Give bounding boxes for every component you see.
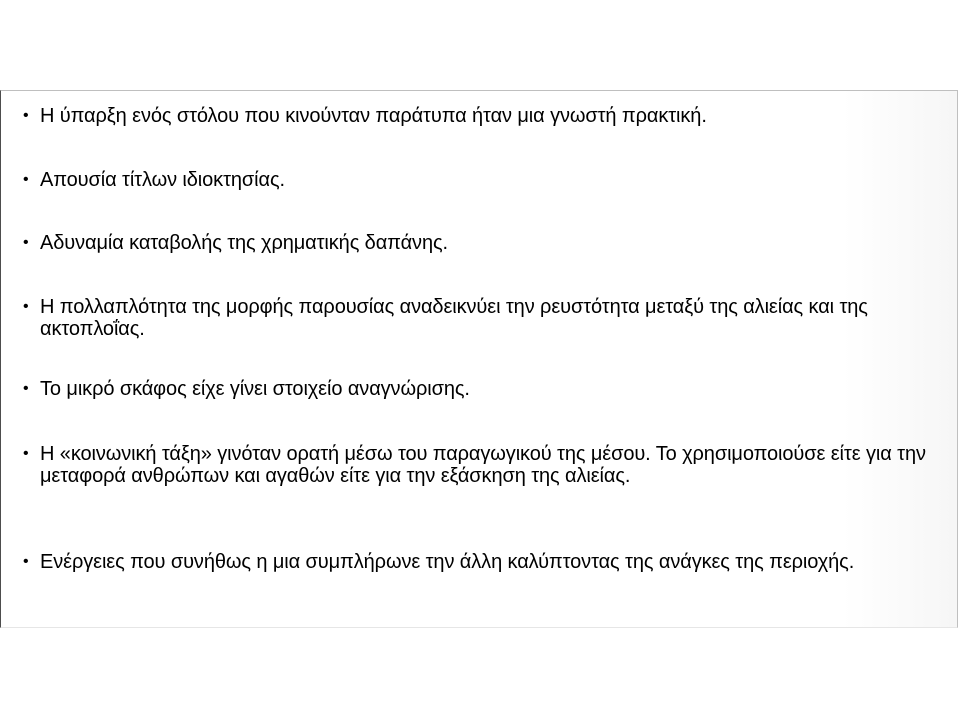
bullet-text: Η «κοινωνική τάξη» γινόταν ορατή μέσω του παραγωγικού της μέσου. Το χρησιμοποιούσε είτε για την μεταφορά ανθρώπων και αγαθών είτε για την εξάσκηση της αλιείας. [40, 443, 926, 487]
bullet-icon: • [23, 234, 29, 251]
bullet-text: Το μικρό σκάφος είχε γίνει στοιχείο αναγνώρισης. [40, 378, 470, 400]
list-item [23, 551, 943, 573]
list-item [23, 169, 943, 191]
list-item [23, 443, 943, 487]
bullet-text: Αδυναμία καταβολής της χρηματικής δαπάνης. [40, 232, 448, 254]
bullet-text: Ενέργειες που συνήθως η μια συμπλήρωνε την άλλη καλύπτοντας της ανάγκες της περιοχής. [40, 551, 855, 573]
bullet-text: Η ύπαρξη ενός στόλου που κινούνταν παράτυπα ήταν μια γνωστή πρακτική. [40, 105, 707, 127]
list-item [23, 232, 943, 254]
bullet-text-box [0, 90, 958, 628]
list-item [23, 105, 943, 127]
bullet-text: Η πολλαπλότητα της μορφής παρουσίας αναδεικνύει την ρευστότητα μεταξύ της αλιείας και της ακτοπλοΐας. [40, 296, 868, 340]
bullet-icon: • [23, 553, 29, 570]
bullet-icon: • [23, 445, 29, 462]
bullet-icon: • [23, 171, 29, 188]
list-item [23, 378, 943, 400]
bullet-text: Απουσία τίτλων ιδιοκτησίας. [40, 169, 285, 191]
bullet-icon: • [23, 380, 29, 397]
bullet-icon: • [23, 107, 29, 124]
bullet-icon: • [23, 298, 29, 315]
list-item [23, 296, 943, 340]
